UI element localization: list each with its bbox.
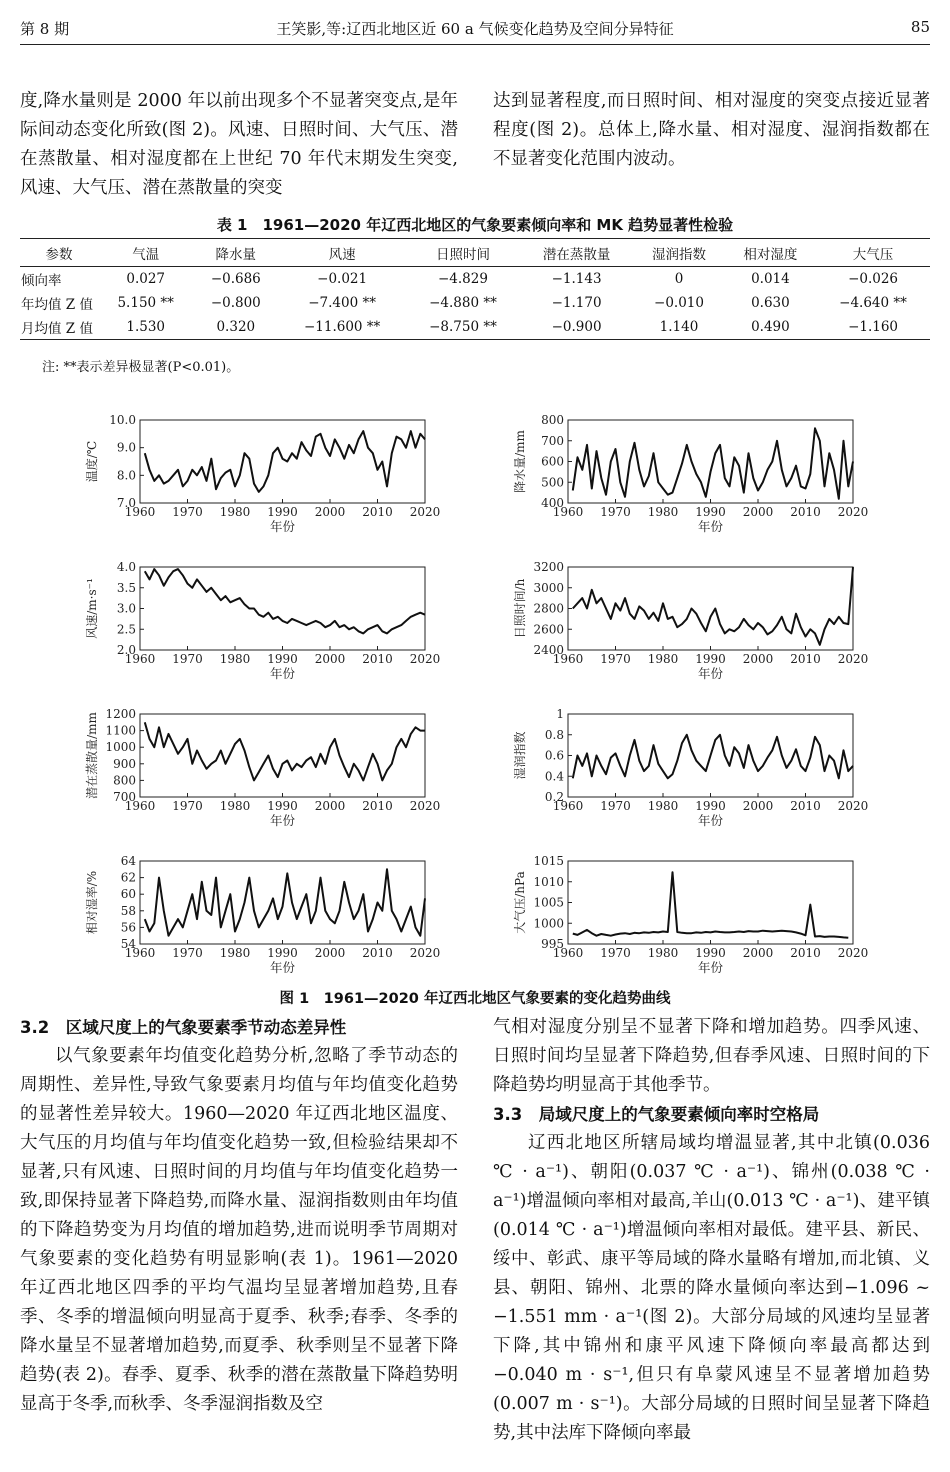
table-cell: −1.170 <box>551 295 602 311</box>
plot-frame <box>140 567 425 650</box>
y-tick-label: 9.0 <box>116 440 136 455</box>
y-tick-label: 60 <box>120 887 136 902</box>
table-cell: 年均值 Z 值 <box>21 297 93 313</box>
y-tick-label: 3.0 <box>116 601 136 616</box>
x-axis-label: 年份 <box>269 960 296 975</box>
table-row <box>20 291 930 315</box>
y-tick-label: 700 <box>113 790 136 804</box>
table-cell: −0.021 <box>317 271 368 287</box>
y-tick-label: 3.5 <box>116 580 136 595</box>
x-tick-label: 1980 <box>647 505 679 519</box>
y-tick-label: 0.4 <box>544 769 564 784</box>
y-axis-label: 潜在蒸散量/mm <box>85 712 99 799</box>
y-tick-label: 2400 <box>533 643 564 657</box>
x-tick-label: 1980 <box>647 946 679 960</box>
x-tick-label: 2000 <box>314 946 346 960</box>
x-tick-label: 1990 <box>267 505 298 519</box>
y-tick-label: 500 <box>541 475 564 490</box>
table-row <box>20 315 930 340</box>
y-axis-label: 日照时间/h <box>513 578 527 639</box>
x-axis-label: 年份 <box>697 960 724 975</box>
series-line <box>573 567 853 645</box>
running-title: 王笑影,等:辽西北地区近 60 a 气候变化趋势及空间分异特征 <box>276 20 674 38</box>
table-cell: 0.027 <box>126 271 166 287</box>
x-tick-label: 1980 <box>647 799 679 813</box>
x-tick-label: 2010 <box>790 505 821 519</box>
x-tick-label: 2020 <box>409 652 441 666</box>
x-tick-label: 2010 <box>790 799 821 813</box>
x-axis-label: 年份 <box>697 813 724 828</box>
y-tick-label: 4.0 <box>116 560 136 574</box>
table-cell: 0 <box>674 271 684 287</box>
table-cell: 0.490 <box>725 315 816 340</box>
issue-number: 第 8 期 <box>20 20 70 38</box>
x-tick-label: 2000 <box>314 799 346 813</box>
table-header-cell: 相对湿度 <box>725 239 816 267</box>
figure-caption: 图 1 1961—2020 年辽西北地区气象要素的变化趋势曲线 <box>279 991 671 1007</box>
series-line <box>145 569 425 633</box>
y-tick-label: 0.8 <box>544 727 564 742</box>
y-tick-label: 64 <box>120 854 136 868</box>
table-note: 注: **表示差异极显著(P<0.01)。 <box>42 360 240 375</box>
table-cell: 0.320 <box>193 315 278 340</box>
series-line <box>145 869 425 935</box>
x-tick-label: 1960 <box>552 505 584 519</box>
plot-frame <box>568 567 853 650</box>
y-axis-label: 大气压/hPa <box>513 871 527 934</box>
table-header-cell: 大气压 <box>816 239 930 267</box>
x-tick-label: 2020 <box>409 505 441 519</box>
x-axis-label: 年份 <box>697 666 724 681</box>
section-3-3-paragraph: 辽西北地区所辖局域均增温显著,其中北镇(0.036 ℃ · a⁻¹)、朝阳(0.037 ℃ · a⁻¹)、锦州(0.038 ℃ · a⁻¹)增温倾向率相对最高,羊山(0.013 ℃ · a⁻¹)、建平镇(0.014 ℃ · a⁻¹)增温倾向率相对最低。建平县、新民、绥中、彰武、康平等局域的降水量略有增加,而北镇、义县、朝阳、锦州、北票的降水量倾向率达到−1.096 ~ −1.551 mm · a⁻¹(图 2)。大部分局域的风速均呈显著下降,其中锦州和康平风速下降倾向率最高都达到−0.040 m · s⁻¹,但只有阜蒙风速呈不显著增加趋势(0.007 m · s⁻¹)。大部分局域的日照时间呈显著下降趋势,其中法库下降倾向率最 <box>493 1133 930 1443</box>
y-tick-label: 1005 <box>533 895 564 910</box>
bottom-right-column <box>493 1013 930 1448</box>
x-axis-label: 年份 <box>269 519 296 534</box>
table-header-cell: 降水量 <box>193 239 278 267</box>
y-tick-label: 995 <box>541 937 564 951</box>
table-cell: −8.750 ** <box>406 315 520 340</box>
series-line <box>145 431 425 492</box>
top-right-paragraph: 达到显著程度,而日照时间、相对湿度的突变点接近显著程度(图 2)。总体上,降水量、相对湿度、湿润指数都在不显著变化范围内波动。 <box>493 91 930 169</box>
x-tick-label: 2010 <box>362 946 393 960</box>
y-axis-label: 相对湿率/% <box>85 870 99 935</box>
top-left-paragraph: 度,降水量则是 2000 年以前出现多个不显著突变点,是年际间动态变化所致(图 2)。风速、日照时间、大气压、潜在蒸散量、相对湿度都在上世纪 70 年代末期发生突变,风速、大气压、潜在蒸散量的突变 <box>20 91 458 198</box>
table-cell: 0.014 <box>751 271 790 287</box>
running-header <box>20 14 930 45</box>
y-tick-label: 8.0 <box>116 468 136 483</box>
y-tick-label: 3000 <box>533 580 564 595</box>
table-header-cell: 日照时间 <box>406 239 520 267</box>
x-tick-label: 1990 <box>695 652 726 666</box>
y-tick-label: 3200 <box>533 560 564 574</box>
y-tick-label: 1000 <box>533 916 564 931</box>
y-tick-label: 1015 <box>533 854 564 868</box>
x-tick-label: 2010 <box>790 946 821 960</box>
x-tick-label: 1990 <box>267 799 298 813</box>
y-tick-label: 600 <box>541 454 564 469</box>
y-axis-label: 温度/℃ <box>85 440 99 483</box>
table-cell: −0.686 <box>210 271 261 287</box>
table-cell: −4.880 ** <box>429 295 497 311</box>
y-tick-label: 54 <box>120 937 136 951</box>
x-tick-label: 2000 <box>742 652 774 666</box>
y-tick-label: 10.0 <box>109 413 136 427</box>
x-tick-label: 2000 <box>314 505 346 519</box>
x-tick-label: 1960 <box>552 799 584 813</box>
x-tick-label: 2010 <box>790 652 821 666</box>
figure-1-charts <box>0 385 950 985</box>
x-tick-label: 1970 <box>600 652 631 666</box>
x-axis-label: 年份 <box>269 813 296 828</box>
x-tick-label: 1970 <box>172 505 203 519</box>
section-heading-3-2: 3.2 区域尺度上的气象要素季节动态差异性 <box>20 1018 347 1037</box>
y-tick-label: 1010 <box>533 874 564 889</box>
x-tick-label: 2000 <box>742 799 774 813</box>
x-tick-label: 2010 <box>362 652 393 666</box>
y-tick-label: 2.5 <box>116 622 136 637</box>
table-cell: −4.829 <box>437 271 488 287</box>
page-number: 85 <box>910 18 930 36</box>
x-tick-label: 2000 <box>742 505 774 519</box>
plot-frame <box>140 714 425 797</box>
x-tick-label: 1970 <box>172 799 203 813</box>
top-right-column <box>493 87 930 174</box>
y-axis-label: 降水量/mm <box>513 430 527 493</box>
y-tick-label: 1000 <box>105 740 136 755</box>
section-3-2-paragraph: 以气象要素年均值变化趋势分析,忽略了季节动态的周期性、差异性,导致气象要素月均值与年均值变化趋势的显著性差异较大。1960—2020 年辽西北地区温度、大气压的月均值与年均值变化趋势一致,但检验结果却不显著,只有风速、日照时间的月均值与年均值变化趋势一致,即保持显著下降趋势,而降水量、湿润指数则由年均值的下降趋势变为月均值的增加趋势,进而说明季节周期对气象要素的变化趋势有明显影响(表 1)。1961—2020 年辽西北地区四季的平均气温均呈显著增加趋势,且春季、冬季的增温倾向明显高于夏季、秋季;春季、冬季的降水量呈不显著增加趋势,而夏季、秋季则呈不显著下降趋势(表 2)。春季、夏季、秋季的潜在蒸散量下降趋势明显高于冬季,而秋季、冬季湿润指数及空 <box>20 1046 458 1414</box>
x-tick-label: 1980 <box>219 505 251 519</box>
y-tick-label: 2.0 <box>116 643 136 657</box>
y-tick-label: 2800 <box>533 601 564 616</box>
section-3-2-continued: 气相对湿度分别呈不显著下降和增加趋势。四季风速、日照时间均呈显著下降趋势,但春季风速、日照时间的下降趋势均明显高于其他季节。 <box>493 1017 930 1095</box>
x-tick-label: 2010 <box>362 799 393 813</box>
table-cell: −1.160 <box>816 315 930 340</box>
y-tick-label: 400 <box>541 496 564 510</box>
y-axis-label: 湿润指数 <box>513 731 527 780</box>
x-tick-label: 1990 <box>695 946 726 960</box>
table-row <box>20 267 930 292</box>
table-caption: 表 1 1961—2020 年辽西北地区的气象要素倾向率和 MK 趋势显著性检验 <box>216 216 734 234</box>
table-cell: −0.900 <box>520 315 633 340</box>
x-tick-label: 1960 <box>124 505 156 519</box>
x-tick-label: 2020 <box>837 799 869 813</box>
x-axis-label: 年份 <box>697 519 724 534</box>
y-tick-label: 1200 <box>105 707 136 721</box>
x-tick-label: 1980 <box>647 652 679 666</box>
table-cell: 月均值 Z 值 <box>20 315 98 340</box>
table-cell: −0.026 <box>848 271 899 287</box>
table-cell: 5.150 ** <box>117 295 174 311</box>
x-tick-label: 1970 <box>600 505 631 519</box>
y-tick-label: 800 <box>541 413 564 427</box>
table-cell: −4.640 ** <box>839 295 907 311</box>
x-tick-label: 2020 <box>837 946 869 960</box>
section-heading-3-3: 3.3 局域尺度上的气象要素倾向率时空格局 <box>493 1105 820 1124</box>
x-tick-label: 1960 <box>124 652 156 666</box>
y-tick-label: 700 <box>541 433 564 448</box>
table-header-cell: 参数 <box>20 239 98 267</box>
table-cell: 1.140 <box>633 315 724 340</box>
x-tick-label: 2020 <box>837 505 869 519</box>
y-tick-label: 56 <box>120 920 136 935</box>
x-axis-label: 年份 <box>269 666 296 681</box>
table-header-cell: 潜在蒸散量 <box>520 239 633 267</box>
y-axis-label: 风速/m·s⁻¹ <box>85 578 99 639</box>
series-line <box>573 428 853 499</box>
table-cell: −0.010 <box>654 295 704 311</box>
table-cell: −1.143 <box>551 271 602 287</box>
x-tick-label: 1970 <box>600 799 631 813</box>
table-header-cell: 湿润指数 <box>633 239 724 267</box>
table-cell: 1.530 <box>98 315 193 340</box>
x-tick-label: 1960 <box>552 652 584 666</box>
y-tick-label: 62 <box>120 870 136 885</box>
table-cell: 倾向率 <box>21 273 62 289</box>
top-left-column <box>20 87 458 203</box>
x-tick-label: 2010 <box>362 505 393 519</box>
y-tick-label: 1100 <box>105 723 136 738</box>
y-tick-label: 0.2 <box>544 790 564 804</box>
x-tick-label: 1990 <box>695 505 726 519</box>
y-tick-label: 2600 <box>533 622 564 637</box>
x-tick-label: 1970 <box>172 652 203 666</box>
x-tick-label: 1960 <box>124 799 156 813</box>
series-line <box>573 872 849 938</box>
y-tick-label: 900 <box>113 756 136 771</box>
x-tick-label: 2000 <box>742 946 774 960</box>
bottom-left-column <box>20 1013 458 1419</box>
y-tick-label: 7.0 <box>116 496 136 510</box>
x-tick-label: 1990 <box>267 946 298 960</box>
x-tick-label: 1970 <box>600 946 631 960</box>
x-tick-label: 2000 <box>314 652 346 666</box>
series-line <box>145 722 425 780</box>
table-cell: −0.800 <box>210 295 261 311</box>
x-tick-label: 1970 <box>172 946 203 960</box>
table-cell: 0.630 <box>751 295 790 311</box>
table-header-cell: 气温 <box>98 239 193 267</box>
x-tick-label: 1990 <box>267 652 298 666</box>
y-tick-label: 1 <box>556 707 564 721</box>
x-tick-label: 2020 <box>409 946 441 960</box>
y-tick-label: 800 <box>113 773 136 788</box>
x-tick-label: 1980 <box>219 946 251 960</box>
y-tick-label: 0.6 <box>544 748 564 763</box>
series-line <box>573 735 853 779</box>
x-tick-label: 1960 <box>552 946 584 960</box>
y-tick-label: 58 <box>120 903 136 918</box>
x-tick-label: 1980 <box>219 652 251 666</box>
x-tick-label: 2020 <box>837 652 869 666</box>
x-tick-label: 2020 <box>409 799 441 813</box>
trend-table <box>20 238 930 340</box>
x-tick-label: 1990 <box>695 799 726 813</box>
x-tick-label: 1980 <box>219 799 251 813</box>
table-cell: −7.400 ** <box>308 295 376 311</box>
table-header-cell: 风速 <box>278 239 406 267</box>
table-cell: −11.600 ** <box>278 315 406 340</box>
table-header-row <box>20 239 930 267</box>
x-tick-label: 1960 <box>124 946 156 960</box>
